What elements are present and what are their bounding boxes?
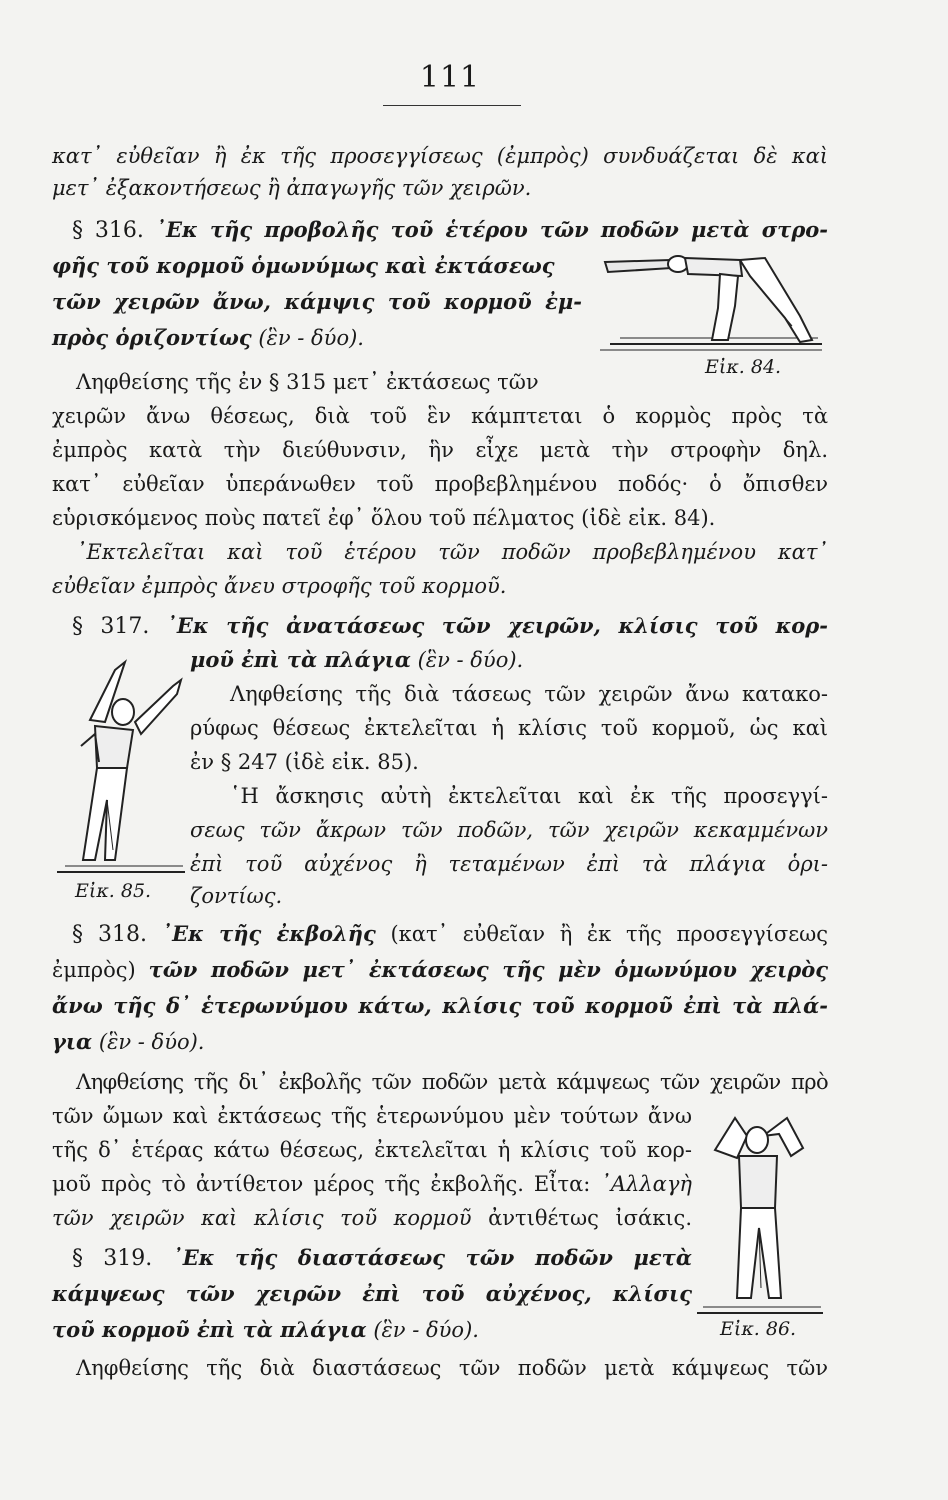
text-line: ᾿Εκτελεῖται καὶ τοῦ ἑτέρου τῶν ποδῶν προβεβλημένου κατ᾽ (76, 540, 828, 564)
section-title-part: μοῦ ἐπὶ τὰ πλάγια (190, 647, 411, 672)
section-title-line: φῆς τοῦ κορμοῦ ὁμωνύμως καὶ ἐκτάσεως (52, 253, 555, 278)
text-line: Ληφθείσης τῆς διὰ τάσεως τῶν χειρῶν ἄνω κατακο- (230, 682, 828, 706)
count-note: (ἓν - δύο). (98, 1030, 205, 1054)
section-title-note: (κατ᾽ εὐθεῖαν ἢ ἐκ τῆς προσεγγίσεως (390, 922, 828, 946)
figure-caption-84: Εἰκ. 84. (705, 356, 782, 378)
text-line: εὐθεῖαν ἐμπρὸς ἄνευ στροφῆς τοῦ κορμοῦ. (52, 574, 507, 598)
forward-bend-figure (600, 246, 830, 356)
text-line: εὑρισκόμενος ποὺς πατεῖ ἐφ᾽ ὅλου τοῦ πέλματος (ἰδὲ εἰκ. 84). (52, 506, 716, 530)
section-number: § 317. (72, 614, 150, 639)
section-title-note: ἐμπρὸς) (52, 958, 136, 982)
text-line: Ληφθείσης τῆς διὰ διαστάσεως τῶν ποδῶν μετὰ κάμψεως τῶν (76, 1356, 828, 1380)
page-number-rule (383, 105, 521, 106)
section-heading-316 (52, 214, 828, 247)
text-line: ἐμπρὸς κατὰ τὴν διεύθυνσιν, ἣν εἶχε μετὰ τὴν στροφὴν δηλ. (52, 438, 828, 462)
section-number: § 316. (72, 218, 144, 243)
section-title: ᾿Εκ τῆς ἐκβολῆς (161, 921, 376, 946)
section-heading-319 (52, 1242, 692, 1275)
text-line: τῆς δ᾽ ἑτέρας κάτω θέσεως, ἐκτελεῖται ἡ κλίσις τοῦ κορ- (52, 1138, 692, 1162)
text-line (52, 1202, 692, 1234)
text-line: Ληφθείσης τῆς ἐν § 315 μετ᾽ ἐκτάσεως τῶν (76, 370, 539, 394)
text-line: ρύφως θέσεως ἐκτελεῖται ἡ κλίσις τοῦ κορμοῦ, ὡς καὶ (190, 716, 828, 740)
section-title-part: τοῦ κορμοῦ ἐπὶ τὰ πλάγια (52, 1317, 367, 1342)
text-line (52, 1168, 692, 1200)
text-line: κατ᾽ εὐθεῖαν ὑπεράνωθεν τοῦ προβεβλημένου ποδός· ὁ ὄπισθεν (52, 472, 828, 496)
text-line: ἐπὶ τοῦ αὐχένος ἢ τεταμένων ἐπὶ τὰ πλάγια ὁρι- (190, 852, 828, 876)
section-title-line (52, 1314, 692, 1346)
count-note: (ἓν - δύο). (373, 1318, 479, 1342)
text-line: ἐν § 247 (ἰδὲ εἰκ. 85). (190, 750, 419, 774)
text-line: χειρῶν ἄνω θέσεως, διὰ τοῦ ἓν κάμπτεται ὁ κορμὸς πρὸς τὰ (52, 404, 828, 428)
section-title-line (52, 954, 828, 986)
text-line: ῾Η ἄσκησις αὐτὴ ἐκτελεῖται καὶ ἐκ τῆς προσεγγί- (230, 784, 828, 808)
text-line: μετ᾽ ἐξακοντήσεως ἢ ἀπαγωγῆς τῶν χειρῶν. (52, 176, 532, 200)
text-line: Ληφθείσης τῆς δι᾽ ἐκβολῆς τῶν ποδῶν μετὰ κάμψεως τῶν χειρῶν πρὸ (76, 1070, 828, 1094)
section-heading-317 (52, 610, 828, 643)
section-title-line: κάμψεως τῶν χειρῶν ἐπὶ τοῦ αὐχένος, κλίσις (52, 1281, 692, 1306)
section-title: ᾿Εκ τῆς προβολῆς τοῦ ἑτέρου τῶν ποδῶν μετὰ στρο- (155, 217, 829, 242)
text-part: μοῦ πρὸς τὸ ἀντίθετον μέρος τῆς ἐκβολῆς. Εἶτα: (52, 1172, 591, 1196)
section-title-line (52, 1026, 828, 1058)
section-title: ᾿Εκ τῆς διαστάσεως τῶν ποδῶν μετὰ (172, 1245, 692, 1270)
text-part: τῶν χειρῶν καὶ κλίσις τοῦ κορμοῦ (52, 1206, 472, 1230)
text-part: ἀντιθέτως ἰσάκις. (488, 1206, 692, 1230)
section-title: ᾿Εκ τῆς ἀνατάσεως τῶν χειρῶν, κλίσις τοῦ κορ- (166, 613, 828, 638)
section-number: § 318. (72, 922, 147, 947)
text-part: ᾿Αλλαγὴ (600, 1172, 692, 1196)
section-title-part: πρὸς ὁριζοντίως (52, 325, 252, 350)
section-title-line: ἄνω τῆς δ᾽ ἑτερωνύμου κάτω, κλίσις τοῦ κορμοῦ ἐπὶ τὰ πλά- (52, 993, 828, 1018)
side-bend-figure (55, 650, 190, 880)
neck-hands-figure (695, 1108, 825, 1323)
figure-caption-85: Εἰκ. 85. (75, 880, 152, 902)
section-title-line (52, 322, 582, 354)
text-line: σεως τῶν ἄκρων τῶν ποδῶν, τῶν χειρῶν κεκαμμένων (190, 818, 828, 842)
count-note: (ἓν - δύο). (417, 648, 524, 672)
section-heading-318 (52, 918, 828, 951)
page-number: 111 (419, 60, 481, 95)
section-title-line (190, 644, 830, 676)
text-line: ζοντίως. (190, 884, 283, 908)
count-note: (ἓν - δύο). (258, 326, 364, 350)
text-line: τῶν ὤμων καὶ ἐκτάσεως τῆς ἑτερωνύμου μὲν τούτων ἄνω (52, 1104, 692, 1128)
section-title-part: για (52, 1029, 93, 1054)
text-line: κατ᾽ εὐθεῖαν ἢ ἐκ τῆς προσεγγίσεως (ἐμπρὸς) συνδυάζεται δὲ καὶ (52, 144, 828, 168)
section-number: § 319. (72, 1246, 153, 1271)
figure-caption-86: Εἰκ. 86. (720, 1318, 797, 1340)
section-title-part: τῶν ποδῶν μετ᾽ ἐκτάσεως τῆς μὲν ὁμωνύμου χειρὸς (148, 957, 828, 982)
section-title-line: τῶν χειρῶν ἄνω, κάμψις τοῦ κορμοῦ ἐμ- (52, 289, 582, 314)
